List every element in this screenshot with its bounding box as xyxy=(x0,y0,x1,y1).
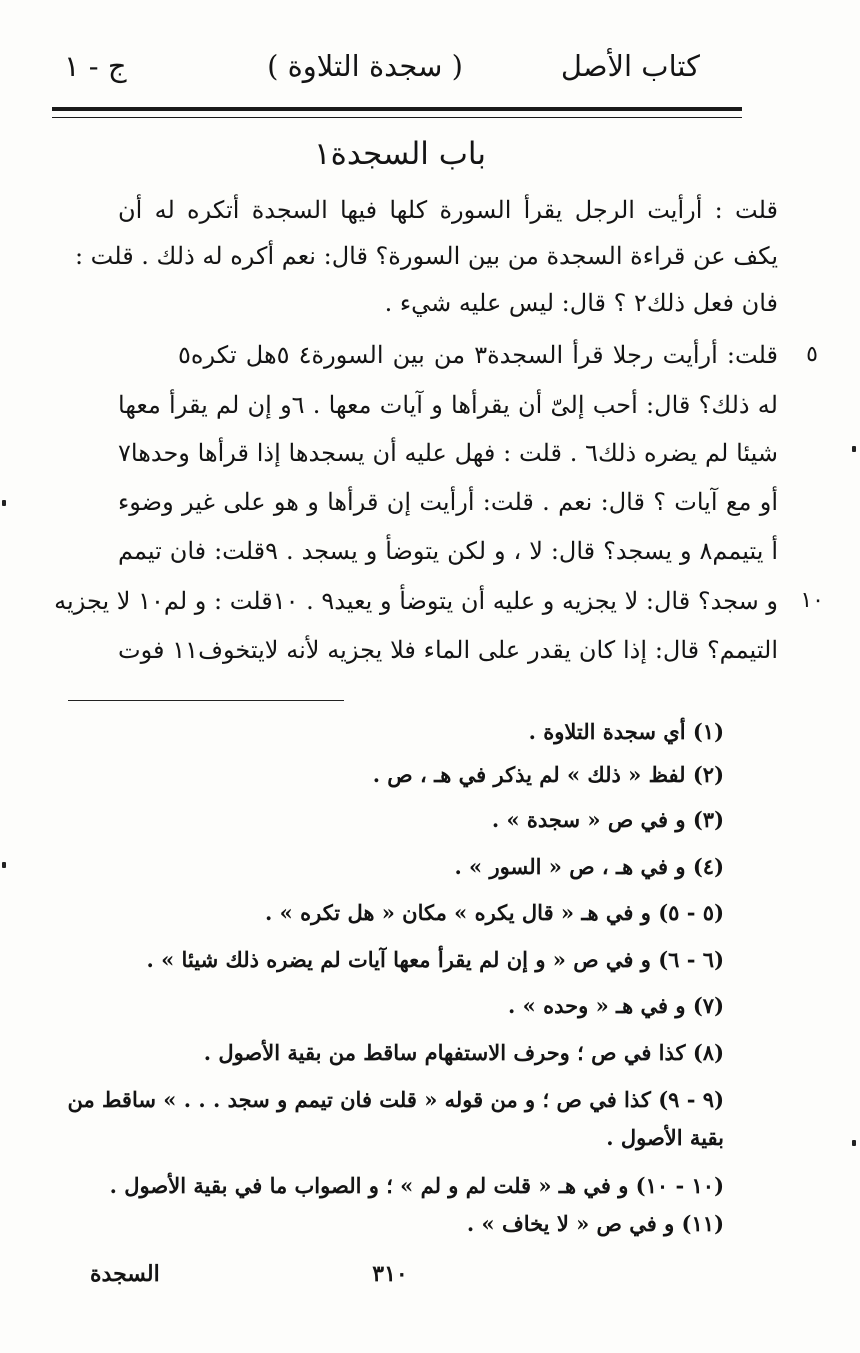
footnote: (٥ - ٥) و في هـ « قال يكره » مكان « هل تكره » . xyxy=(265,900,724,925)
catchword: السجدة xyxy=(90,1261,160,1287)
chapter-title: باب السجدة١ xyxy=(313,136,486,172)
body-line: شيئا لم يضره ذلك٦ . قلت : فهل عليه أن يسجدها إذا قرأها وحدها٧ xyxy=(118,439,778,467)
footnote: (٢) لفظ « ذلك » لم يذكر في هـ ، ص . xyxy=(372,762,724,787)
footnote: (١١) و في ص « لا يخاف » . xyxy=(466,1211,724,1236)
line-number-5: ٥ xyxy=(806,342,818,367)
body-line: فان فعل ذلك٢ ؟ قال: ليس عليه شيء . xyxy=(384,289,778,317)
scan-speck xyxy=(852,446,856,452)
scan-speck xyxy=(852,1140,856,1146)
footnote: (٦ - ٦) و في ص « و إن لم يقرأ معها آيات لم يضره ذلك شيئا » . xyxy=(146,947,724,972)
footnote: (١٠ - ١٠) و في هـ « قلت لم و لم » ؛ و الصواب ما في بقية الأصول . xyxy=(109,1173,724,1198)
footnote: (٤) و في هـ ، ص « السور » . xyxy=(454,854,724,879)
scan-speck xyxy=(2,862,6,868)
footnote-continuation: بقية الأصول . xyxy=(606,1125,724,1150)
page-number: ٣١٠ xyxy=(372,1261,408,1287)
header-rule-thick xyxy=(52,107,742,111)
footnote: (٨) كذا في ص ؛ وحرف الاستفهام ساقط من بقية الأصول . xyxy=(203,1040,724,1065)
body-line: و سجد؟ قال: لا يجزيه و عليه أن يتوضأ و يعيد٩ . ١٠قلت : و لم١٠ لا يجزيه xyxy=(54,587,778,615)
body-line: أو مع آيات ؟ قال: نعم . قلت: أرأيت إن قرأها و هو على غير وضوء xyxy=(118,488,779,516)
body-line: قلت : أرأيت الرجل يقرأ السورة كلها فيها السجدة أتكره له أن xyxy=(118,196,778,224)
footnote: (٧) و في هـ « وحده » . xyxy=(508,993,724,1018)
body-line: له ذلك؟ قال: أحب إلىّ أن يقرأها و آيات معها . ٦و إن لم يقرأ معها xyxy=(118,391,778,419)
running-header-section: ( سجدة التلاوة ) xyxy=(267,49,463,83)
body-line: التيمم؟ قال: إذا كان يقدر على الماء فلا يجزيه لأنه لايتخوف١١ فوت xyxy=(118,636,778,664)
line-number-10: ١٠ xyxy=(800,588,824,613)
body-line: أ يتيمم٨ و يسجد؟ قال: لا ، و لكن يتوضأ و يسجد . ٩قلت: فان تيمم xyxy=(118,537,779,565)
running-header-book-title: كتاب الأصل xyxy=(560,49,700,83)
scan-speck xyxy=(2,500,6,506)
footnote: (٩ - ٩) كذا في ص ؛ و من قوله « قلت فان تيمم و سجد . . . » ساقط من xyxy=(67,1087,724,1112)
running-header-volume: ج - ١ xyxy=(64,49,127,83)
header-rule-thin xyxy=(52,117,742,118)
body-line: يكف عن قراءة السجدة من بين السورة؟ قال: نعم أكره له ذلك . قلت : xyxy=(74,242,778,270)
body-line: قلت: أرأيت رجلا قرأ السجدة٣ من بين السورة٤ ٥هل تكره٥ xyxy=(178,341,779,369)
footnote: (١) أي سجدة التلاوة . xyxy=(528,719,724,744)
footnote: (٣) و في ص « سجدة » . xyxy=(491,807,724,832)
footnote-separator xyxy=(68,700,344,701)
